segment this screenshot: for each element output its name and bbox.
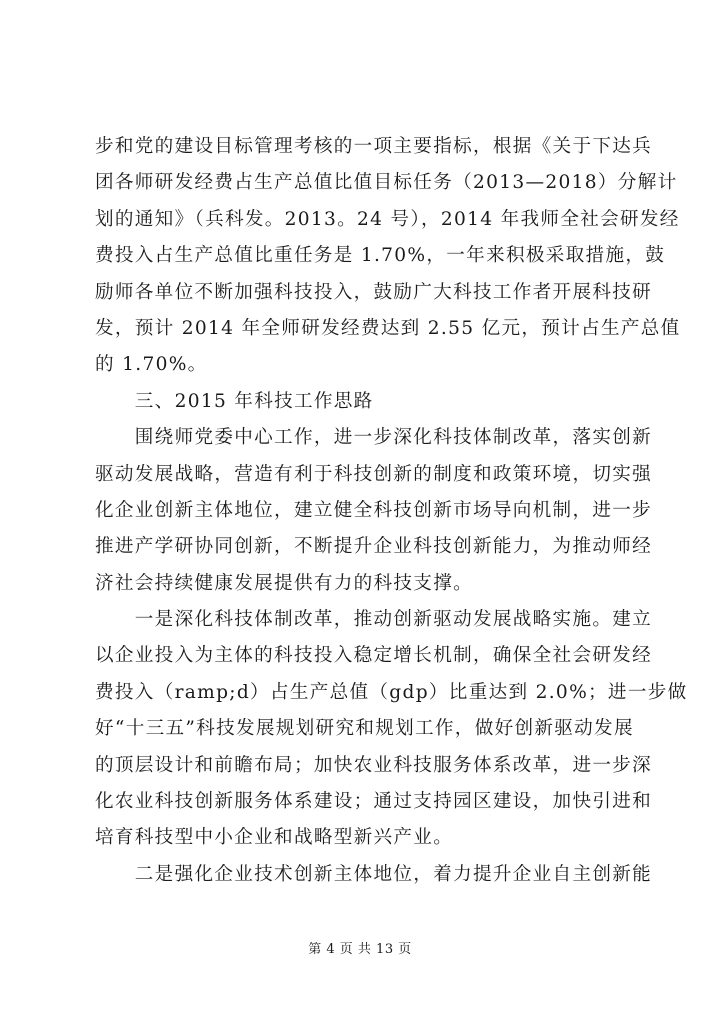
text-line: 团各师研发经费占生产总值比值目标任务（2013—2018）分解计 <box>95 172 678 194</box>
text-line: 以企业投入为主体的科技投入稳定增长机制，确保全社会研发经 <box>95 645 653 667</box>
text-line: 一是深化科技体制改革，推动创新驱动发展战略实施。建立 <box>95 609 653 631</box>
text-line: 费投入（ramp;d）占生产总值（gdp）比重达到 2.0%；进一步做 <box>95 681 688 703</box>
text-line: 费投入占生产总值比重任务是 1.70%，一年来积极采取措施，鼓 <box>95 245 666 267</box>
text-line: 发，预计 2014 年全师研发经费达到 2.55 亿元，预计占生产总值 <box>95 317 681 339</box>
text-line: 好“十三五”科技发展规划研究和规划工作，做好创新驱动发展 <box>95 718 634 740</box>
text-line: 围绕师党委中心工作，进一步深化科技体制改革，落实创新 <box>95 427 653 449</box>
section-heading: 三、2015 年科技工作思路 <box>95 390 374 412</box>
document-body <box>95 129 688 893</box>
text-line: 推进产学研协同创新，不断提升企业科技创新能力，为推动师经 <box>95 536 653 558</box>
text-line: 步和党的建设目标管理考核的一项主要指标，根据《关于下达兵 <box>95 136 653 157</box>
text-line: 化企业创新主体地位，建立健全科技创新市场导向机制，进一步 <box>95 499 653 521</box>
text-line: 济社会持续健康发展提供有力的科技支撑。 <box>95 572 473 594</box>
text-line: 二是强化企业技术创新主体地位，着力提升企业自主创新能 <box>95 863 653 885</box>
text-line: 划的通知》（兵科发。2013。24 号），2014 年我师全社会研发经 <box>95 208 680 230</box>
text-line: 培育科技型中小企业和战略型新兴产业。 <box>95 827 454 849</box>
text-line: 化农业科技创新服务体系建设；通过支持园区建设，加快引进和 <box>95 791 653 813</box>
text-line: 励师各单位不断加强科技投入，鼓励广大科技工作者开展科技研 <box>95 281 653 303</box>
page-number: 第 4 页 共 13 页 <box>308 942 412 957</box>
text-line: 驱动发展战略，营造有利于科技创新的制度和政策环境，切实强 <box>95 463 653 485</box>
text-line: 的 1.70%。 <box>95 354 208 376</box>
text-line: 的顶层设计和前瞻布局；加快农业科技服务体系改革，进一步深 <box>95 754 653 776</box>
